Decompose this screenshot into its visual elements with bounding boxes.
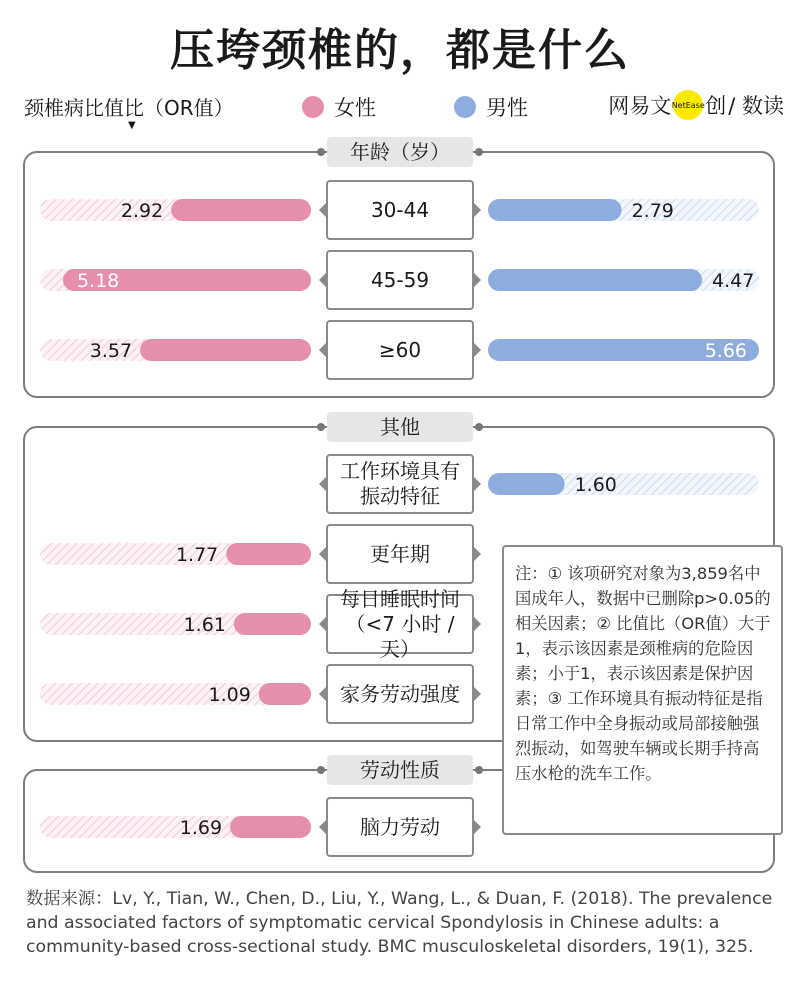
category-60-plus: ≥60 bbox=[326, 320, 474, 380]
bar-female bbox=[259, 683, 311, 705]
data-label-male: 5.66 bbox=[704, 340, 747, 362]
bar-female bbox=[230, 816, 311, 838]
data-source: 数据来源：Lv, Y., Tian, W., Chen, D., Liu, Y., Wang, L., & Duan, F. (2018). The prevalence and associated factors of symptomatic cervical Spondylosis in Chinese adults: a community-based cross-sectional study. BMC musculoskeletal disorders, 19(1), 325. bbox=[26, 889, 773, 957]
section-label-labor: 劳动性质 bbox=[327, 755, 473, 785]
category-vibration bbox=[326, 454, 474, 514]
section-label-age: 年龄（岁） bbox=[327, 137, 473, 167]
data-label-female: 1.69 bbox=[179, 817, 223, 839]
category-sleep-line2: （<7 小时 / 天） bbox=[345, 611, 455, 661]
brand-circle-icon: NetEase bbox=[673, 90, 703, 120]
data-label-male: 4.47 bbox=[712, 270, 755, 292]
data-label-female: 3.57 bbox=[89, 340, 133, 362]
bar-female bbox=[140, 339, 311, 361]
legend-female-label: 女性 bbox=[334, 96, 376, 120]
data-label-male: 1.60 bbox=[574, 474, 617, 496]
data-label-female: 1.09 bbox=[208, 684, 251, 706]
category-30-44: 30-44 bbox=[326, 180, 474, 240]
data-label-female: 1.61 bbox=[183, 614, 226, 636]
category-housework: 家务劳动强度 bbox=[326, 664, 474, 724]
page-title: 压垮颈椎的，都是什么 bbox=[170, 25, 630, 76]
brand-text: 网易文 bbox=[608, 94, 672, 118]
category-sleep-line1: 每日睡眠时间 bbox=[340, 586, 460, 611]
data-label-female: 5.18 bbox=[76, 270, 120, 292]
brand-text-3: / 数读 bbox=[728, 94, 784, 118]
category-sleep bbox=[326, 586, 474, 661]
data-label-female: 1.77 bbox=[175, 544, 219, 566]
bar-male bbox=[488, 473, 565, 495]
category-mental-labor: 脑力劳动 bbox=[326, 797, 474, 857]
caret-down-icon: ▼ bbox=[128, 120, 136, 131]
bar-female bbox=[234, 613, 311, 635]
footnote-box: 注：① 该项研究对象为3,859名中国成年人，数据中已删除p>0.05的相关因素；② 比值比（OR值）大于1，表示该因素是颈椎病的危险因素；小于1，表示该因素是保护因素；③ 工作环境具有振动特征是指日常工作中全身振动或局部接触强烈振动，如驾驶车辆或长期手持高压水枪的洗车工作。 bbox=[502, 545, 783, 835]
y-axis-label: 颈椎病比值比（OR值） bbox=[24, 96, 234, 120]
legend-male-label: 男性 bbox=[486, 96, 528, 120]
bar-female bbox=[226, 543, 311, 565]
category-45-59: 45-59 bbox=[326, 250, 474, 310]
bar-male bbox=[488, 269, 702, 291]
category-menopause: 更年期 bbox=[326, 524, 474, 584]
category-vibration-line1: 工作环境具有 bbox=[340, 459, 460, 483]
category-vibration-line2: 振动特征 bbox=[360, 484, 440, 508]
brand-text-2: 创 bbox=[705, 94, 727, 118]
bar-female bbox=[171, 199, 311, 221]
data-label-female: 2.92 bbox=[120, 200, 164, 222]
data-label-male: 2.79 bbox=[631, 200, 674, 222]
section-label-other: 其他 bbox=[327, 412, 473, 442]
bar-male bbox=[488, 199, 622, 221]
